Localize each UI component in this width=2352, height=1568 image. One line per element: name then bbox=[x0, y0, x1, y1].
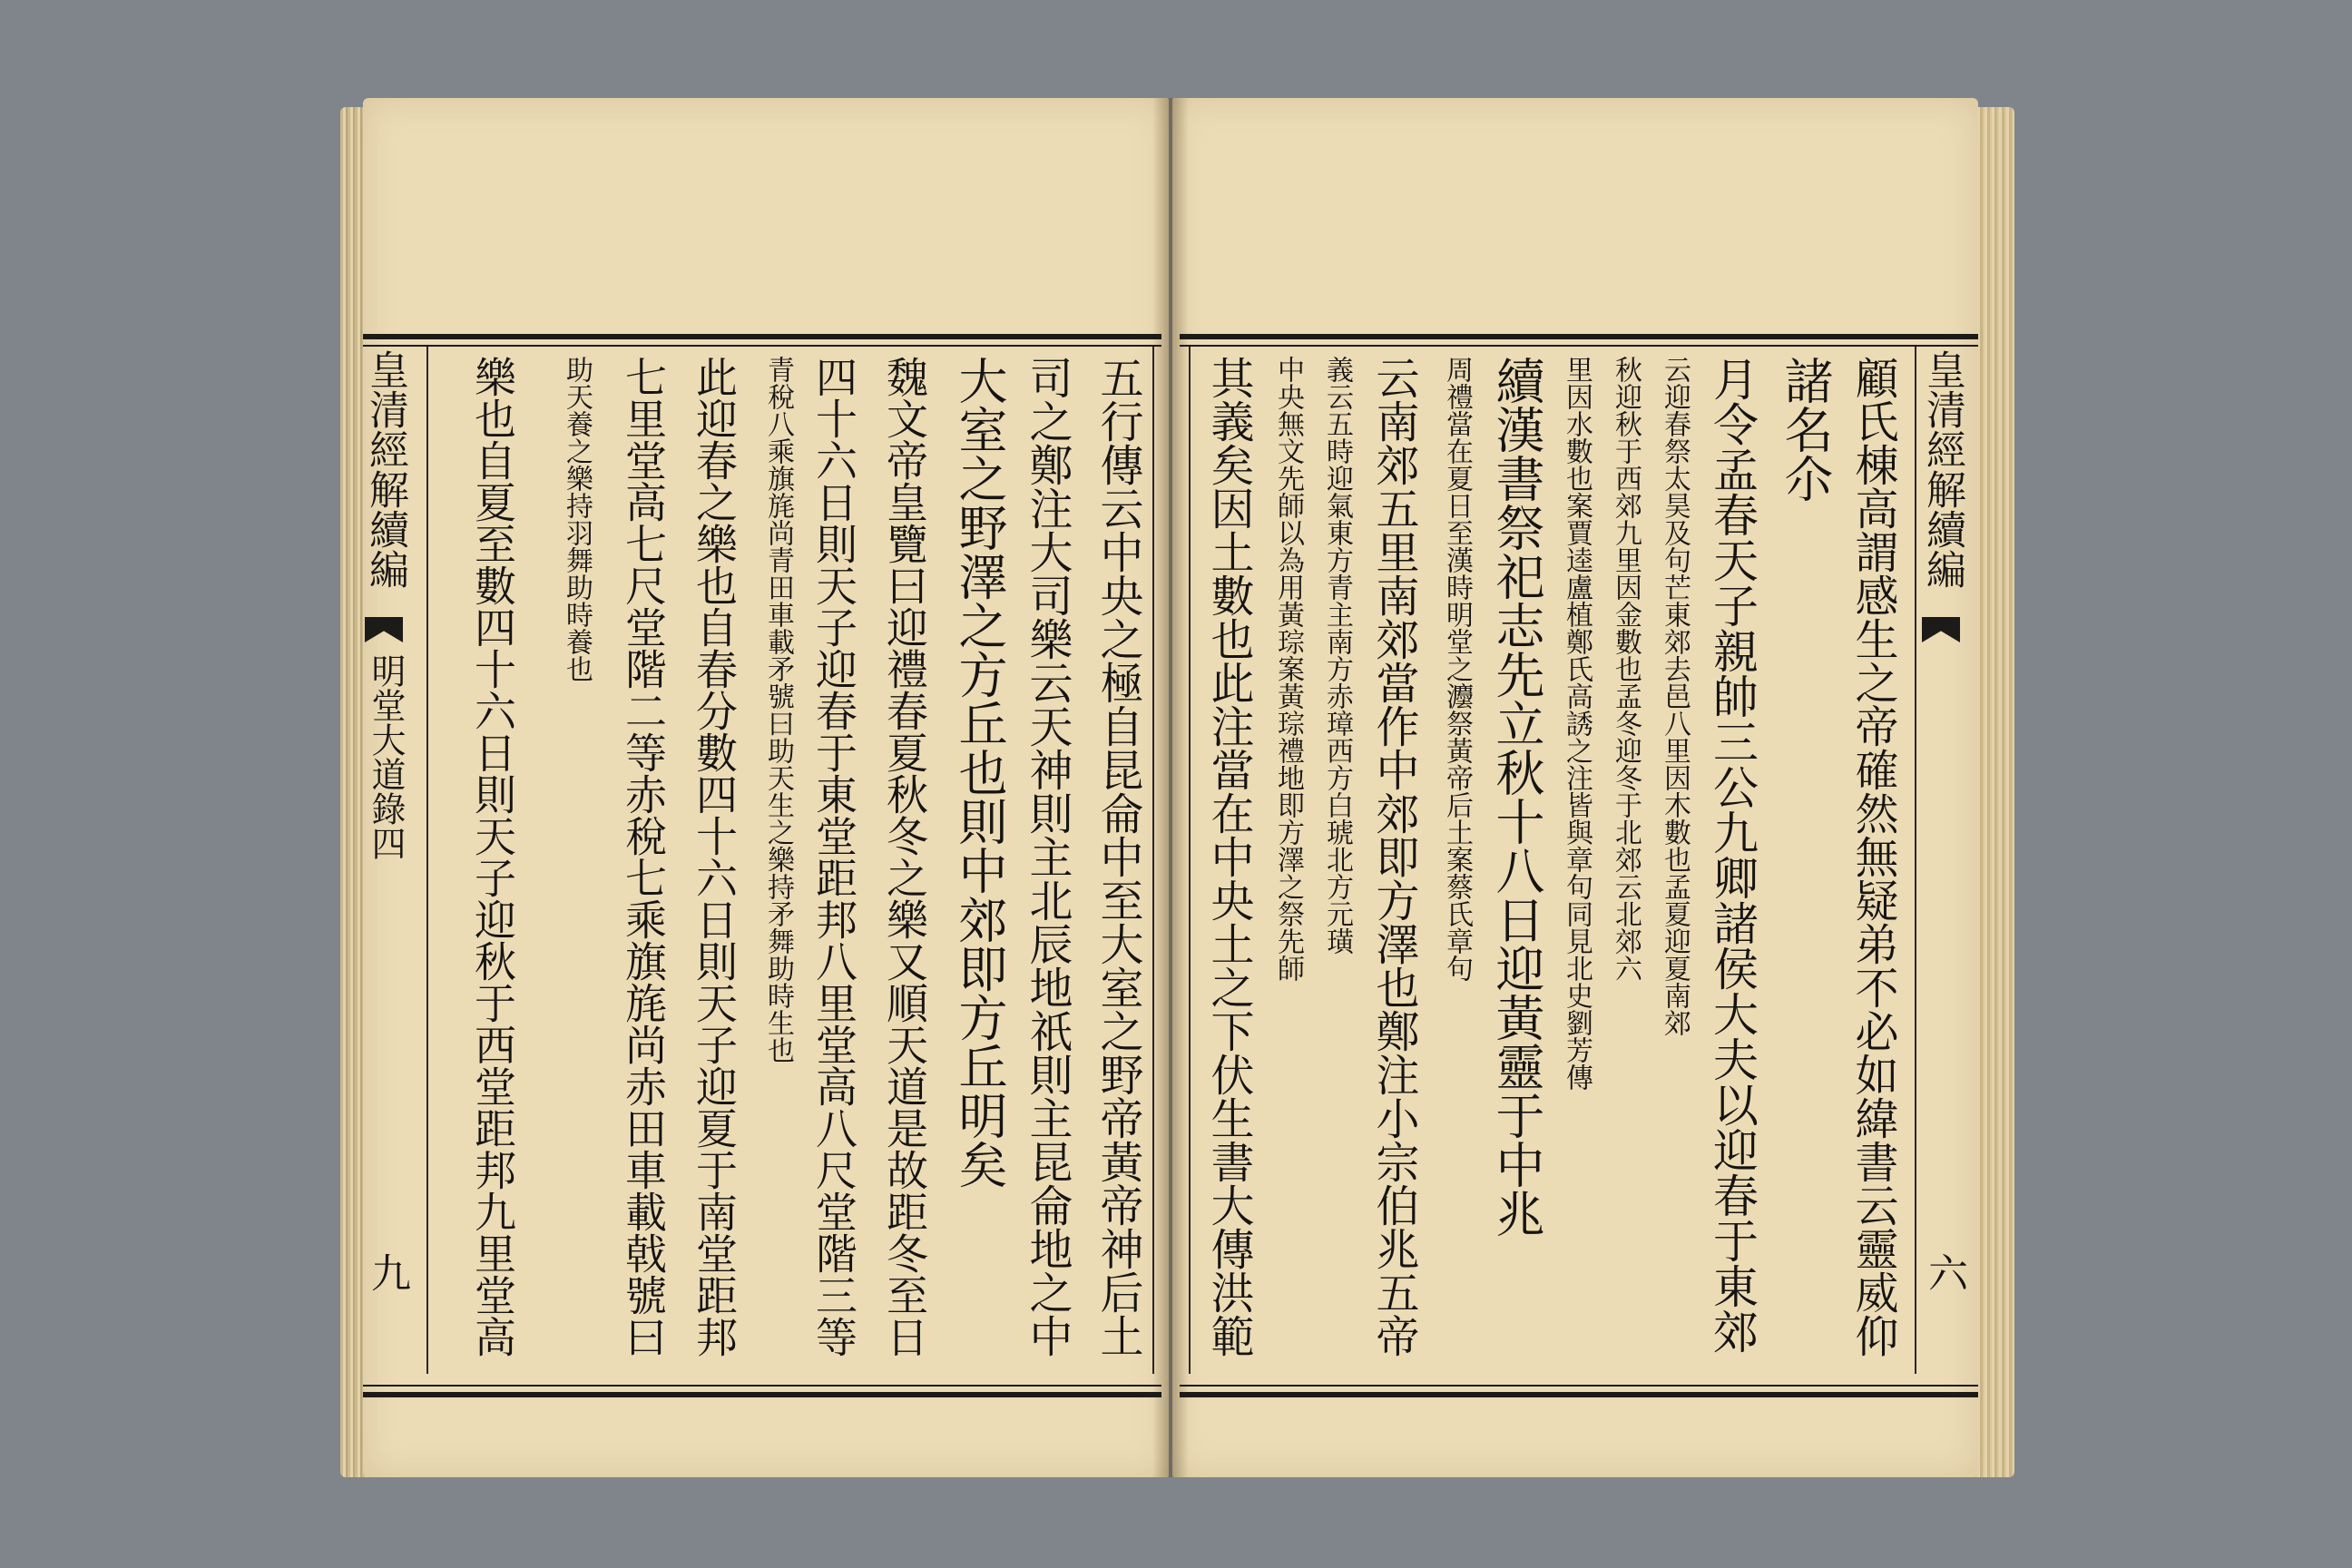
column-rule bbox=[426, 347, 428, 1374]
text-column-small: 義云五時迎氣東方青主南方赤璋西方白琥北方元璜 bbox=[1321, 356, 1353, 955]
text-column: 七里堂高七尺堂階二等赤稅七乘旗旄尚赤田車載戟號曰 bbox=[619, 356, 668, 1357]
right-folio-number: 六 bbox=[1921, 1252, 1967, 1292]
column-rule bbox=[1189, 347, 1191, 1374]
text-column-small: 青稅八乘旗旄尚青田車載矛號曰助天生之樂持矛舞助時生也 bbox=[762, 356, 794, 1063]
text-column: 大室之野澤之方丘也則中郊即方丘明矣 bbox=[951, 356, 1008, 1189]
text-column-small: 周禮當在夏日至漢時明堂之灋祭黃帝后土案蔡氏章句 bbox=[1441, 356, 1473, 982]
left-chapter-title: 明堂大道錄四 bbox=[366, 653, 406, 860]
text-column: 月令孟春天子親帥三公九卿諸侯大夫以迎春于東郊 bbox=[1706, 356, 1759, 1354]
right-margin-title: 皇清經解續編 bbox=[1919, 349, 1965, 589]
text-column-small: 中央無文先師以為用黃琮案黃琮禮地即方澤之祭先師 bbox=[1272, 356, 1304, 982]
text-column: 五行傳云中央之極自昆侖中至大室之野帝黃帝神后土 bbox=[1093, 356, 1143, 1357]
left-folio-number: 九 bbox=[364, 1252, 410, 1292]
text-column-small: 里因水數也案賈逵盧植鄭氏高誘之注皆與章句同見北史劉芳傳 bbox=[1561, 356, 1592, 1091]
column-rule bbox=[1915, 347, 1916, 1374]
text-column: 諸名尒 bbox=[1777, 356, 1834, 503]
column-rule bbox=[1152, 347, 1154, 1374]
text-column: 云南郊五里南郊當作中郊即方澤也鄭注小宗伯兆五帝 bbox=[1368, 356, 1419, 1357]
text-column: 四十六日則天子迎春于東堂距邦八里堂高八尺堂階三等 bbox=[809, 356, 858, 1357]
text-column: 其義矣因土數也此注當在中央土之下伏生書大傳洪範 bbox=[1203, 356, 1254, 1357]
text-column: 魏文帝皇覽曰迎禮春夏秋冬之樂又順天道是故距冬至日 bbox=[880, 356, 929, 1357]
text-column-small: 秋迎秋于西郊九里因金數也孟冬迎冬于北郊云北郊六 bbox=[1610, 356, 1642, 982]
text-column: 司之鄭注大司樂云天神則主北辰地祇則主昆侖地之中 bbox=[1022, 356, 1073, 1357]
text-column-small: 助天養之樂持羽舞助時養也 bbox=[561, 356, 593, 682]
text-column-small: 云迎春祭太昊及句芒東郊去邑八里因木數也孟夏迎夏南郊 bbox=[1659, 356, 1690, 1036]
text-column: 此迎春之樂也自春分數四十六日則天子迎夏于南堂距邦 bbox=[690, 356, 739, 1357]
text-column: 顧氏棟高謂感生之帝確然無疑弟不必如緯書云靈威仰 bbox=[1847, 356, 1898, 1357]
text-column: 續漢書祭祀志先立秋十八日迎黃靈于中兆 bbox=[1488, 356, 1545, 1238]
text-column: 樂也自夏至數四十六日則天子迎秋于西堂距邦九里堂高 bbox=[468, 356, 517, 1357]
left-margin-title: 皇清經解續編 bbox=[362, 349, 408, 589]
